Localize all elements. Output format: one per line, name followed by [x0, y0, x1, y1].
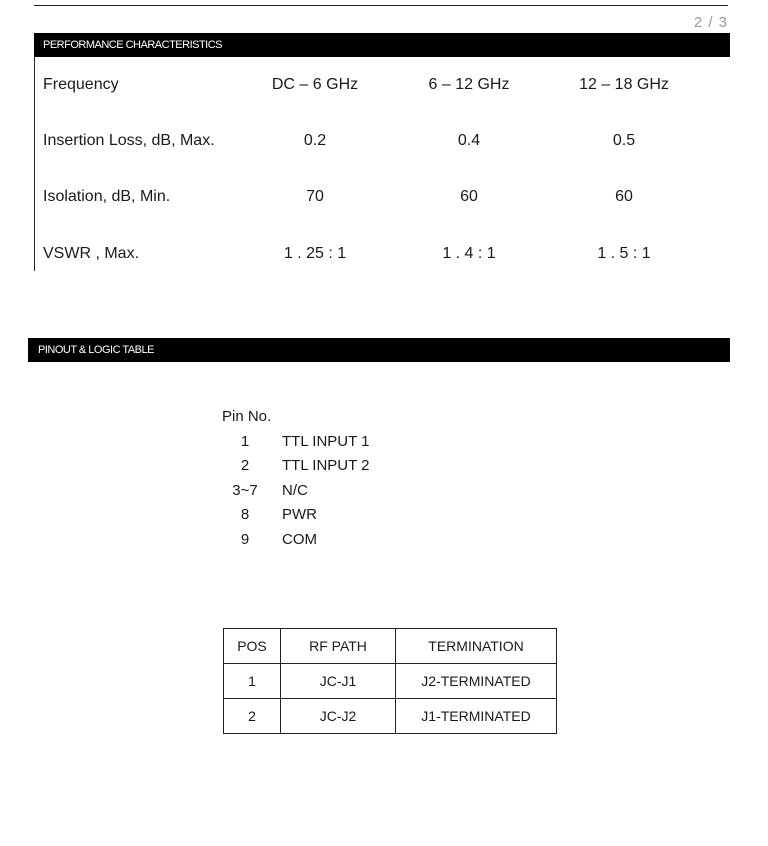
cell-rf-path: JC-J2 [281, 699, 396, 734]
value-band-2: 60 [460, 188, 478, 205]
cell-termination: J1-TERMINATED [396, 699, 557, 734]
pin-function: PWR [282, 506, 317, 523]
page-number: 2 / 3 [693, 14, 728, 31]
value-band-3: 60 [615, 188, 633, 205]
value-band-2: 1 . 4 : 1 [442, 245, 496, 262]
cell-rf-path: JC-J1 [281, 664, 396, 699]
value-band-3: 1 . 5 : 1 [597, 245, 651, 262]
pin-number: 8 [240, 506, 250, 523]
performance-row-frequency [0, 76, 768, 100]
value-band-1: 1 . 25 : 1 [283, 245, 347, 262]
table-row [224, 664, 557, 699]
pin-row [222, 506, 522, 528]
row-label: Insertion Loss, dB, Max. [43, 132, 215, 149]
cell-pos: 2 [224, 699, 281, 734]
pin-row [222, 482, 522, 504]
performance-row-isolation [0, 188, 768, 212]
row-label: Frequency [43, 76, 119, 93]
column-header-termination: TERMINATION [396, 629, 557, 664]
value-band-1: 70 [306, 188, 324, 205]
pin-function: TTL INPUT 2 [282, 457, 370, 474]
value-band-1: 0.2 [303, 132, 327, 149]
logic-table-header-row [224, 629, 557, 664]
value-band-2: 0.4 [457, 132, 481, 149]
pin-function: COM [282, 531, 317, 548]
value-band-3: 12 – 18 GHz [579, 76, 669, 93]
pin-row [222, 531, 522, 553]
value-band-2: 6 – 12 GHz [428, 76, 510, 93]
pin-function: TTL INPUT 1 [282, 433, 370, 450]
pin-number-heading: Pin No. [222, 408, 272, 425]
cell-termination: J2-TERMINATED [396, 664, 557, 699]
top-rule [34, 5, 728, 6]
row-label: Isolation, dB, Min. [43, 188, 171, 205]
performance-row-insertion-loss [0, 132, 768, 156]
row-label: VSWR , Max. [43, 245, 140, 262]
pin-number: 2 [240, 457, 250, 474]
pin-number: 1 [240, 433, 250, 450]
pin-number: 3~7 [232, 482, 258, 499]
value-band-3: 0.5 [612, 132, 636, 149]
cell-pos: 1 [224, 664, 281, 699]
pin-row [222, 457, 522, 479]
performance-row-vswr [0, 245, 768, 269]
performance-section-header: PERFORMANCE CHARACTERISTICS [34, 33, 730, 57]
column-header-pos: POS [224, 629, 281, 664]
column-header-rf-path: RF PATH [281, 629, 396, 664]
logic-table [223, 628, 557, 734]
pin-number: 9 [240, 531, 250, 548]
table-row [224, 699, 557, 734]
value-band-1: DC – 6 GHz [271, 76, 359, 93]
pin-function: N/C [282, 482, 308, 499]
pinout-section-header: PINOUT & LOGIC TABLE [28, 338, 730, 362]
pin-row [222, 433, 522, 455]
